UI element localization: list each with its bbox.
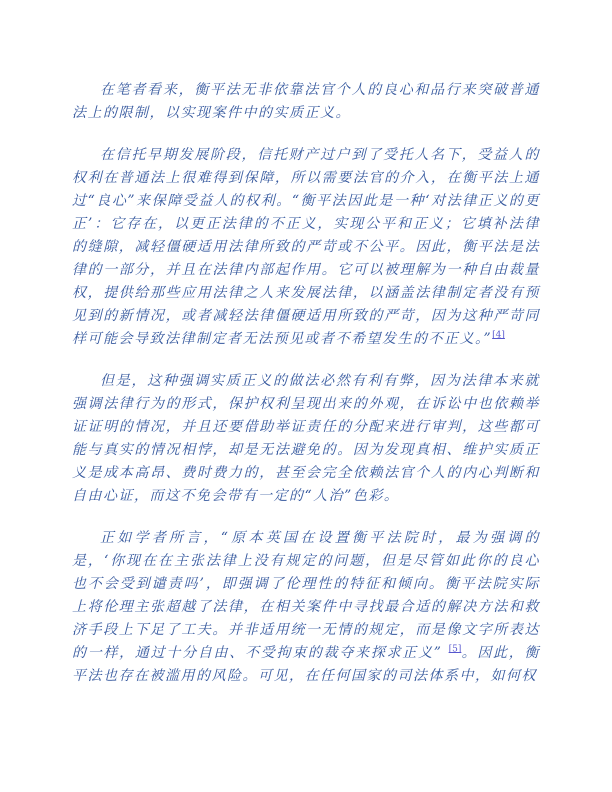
paragraph-text: 。因此，衡平法也存在被滥用的风险。可见，在任何国家的司法体系中，如何权 (72, 645, 541, 684)
document-content (72, 79, 540, 707)
paragraph-text: 在信托早期发展阶段，信托财产过户到了受托人名下，受益人的权利在普通法上很难得到保障，所以需要法官的介入，在衡平法上通过“良心”来保障受益人的权利。“衡平法因此是一种‘对法律正义的更正’：它存在，以更正法律的不正义，实现公平和正义；它填补法律的缝隙，减轻僵硬适用法律所致的严苛或不公平。因此，衡平法是法律的一部分，并且在法律内部起作用。它可以被理解为一种自由裁量权，提供给那些应用法律之人来发展法律，以涵盖法律制定者没有预见到的新情况，或者减轻法律僵硬适用所致的严苛，因为这种严苛同样可能会导致法律制定者无法预见或者不希望发生的不正义。” (72, 147, 540, 347)
paragraph-text: 正如学者所言，“原本英国在设置衡平法院时，最为强调的是，‘你现在在主张法律上没有规定的问题，但是尽管如此你的良心也不会受到谴责吗’，即强调了伦理性的特征和倾向。衡平法院实际上将伦理主张超越了法律，在相关案件中寻找最合适的解决方法和救济手段上下足了工夫。并非适用统一无情的规定，而是像文字所表达的一样，通过十分自由、不受拘束的裁夺来探求正义” (72, 530, 540, 661)
paragraph (72, 527, 540, 688)
paragraph-text: 但是，这种强调实质正义的做法必然有利有弊，因为法律本来就强调法律行为的形式，保护权利呈现出来的外观，在诉讼中也依赖举证证明的情况，并且还要借助举证责任的分配来进行审判，这些都可能与真实的情况相悖，却是无法避免的。因为发现真相、维护实质正义是成本高昂、费时费力的，甚至会完全依赖法官个人的内心判断和自由心证，而这不免会带有一定的“人治”色彩。 (72, 373, 540, 504)
footnote-ref-link[interactable]: [5] (448, 644, 462, 655)
paragraph (72, 144, 540, 351)
footnote-ref-link[interactable]: [4] (492, 330, 505, 341)
paragraph (72, 370, 540, 508)
paragraph-text: 在笔者看来，衡平法无非依靠法官个人的良心和品行来突破普通法上的限制，以实现案件中的实质正义。 (72, 82, 540, 121)
paragraph (72, 79, 540, 125)
